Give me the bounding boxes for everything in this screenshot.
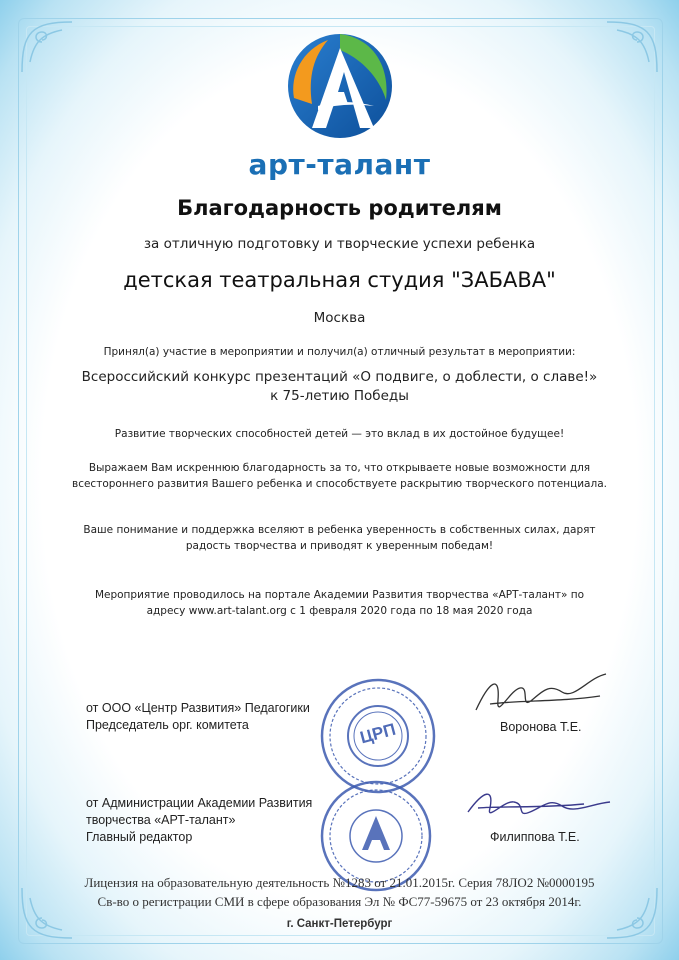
brand-name: арт-талант <box>248 148 431 181</box>
corner-ornament-top-right <box>597 12 667 82</box>
license-line-1: Лицензия на образовательную деятельность №1283 от 21.01.2015г. Серия 78ЛО2 №0000195 <box>84 875 595 890</box>
contest-line-2: к 75-летию Победы <box>270 388 409 404</box>
paragraph-2: Выражаем Вам искреннюю благодарность за то, что открываете новые возможности для всестороннего развития Вашего ребенка и способствуете раскрытию творческого потенциала. <box>72 462 607 490</box>
signatory-1 <box>86 700 310 734</box>
contest-name <box>0 368 679 406</box>
contest-line-1: Всероссийский конкурс презентаций «О подвиге, о доблести, о славе!» <box>81 369 598 385</box>
signatory-1-name: Воронова Т.Е. <box>500 720 582 734</box>
paragraph-1: Развитие творческих способностей детей — это вклад в их достойное будущее! <box>114 428 565 440</box>
corner-ornament-top-left <box>12 12 82 82</box>
signature-filippova-icon <box>464 782 614 832</box>
paragraph-3: Ваше понимание и поддержка вселяют в ребенка уверенность в собственных силах, дарят радость творчества и приводят к уверенным победам! <box>83 524 596 552</box>
signatory-2-line-1: от Администрации Академии Развития <box>86 796 313 810</box>
certificate-title: Благодарность родителям <box>177 196 502 220</box>
recipient-organization: детская театральная студия "ЗАБАВА" <box>123 268 556 292</box>
signatory-2 <box>86 795 312 846</box>
signatory-1-line-2: Председатель орг. комитета <box>86 718 249 732</box>
place-label: г. Санкт-Петербург <box>286 918 393 930</box>
event-info: Мероприятие проводилось на портале Академии Развития творчества «АРТ-талант» по адресу www.art-talant.org с 1 февраля 2020 года по 18 мая 2020 года <box>94 589 585 617</box>
signatory-1-line-1: от ООО «Центр Развития» Педагогики <box>86 701 310 715</box>
art-talant-logo-icon <box>282 20 398 144</box>
recipient-city: Москва <box>313 310 366 326</box>
stamp-crp-label: ЦРП <box>358 719 398 748</box>
signatory-2-name: Филиппова Т.Е. <box>490 830 580 844</box>
signatory-2-line-3: Главный редактор <box>86 830 193 844</box>
participation-text: Принял(а) участие в мероприятии и получил(а) отличный результат в мероприятии: <box>103 346 576 358</box>
certificate-subtitle: за отличную подготовку и творческие успехи ребенка <box>143 236 536 252</box>
license-line-2: Св-во о регистрации СМИ в сфере образования Эл № ФС77-59675 от 23 октября 2014г. <box>97 894 582 909</box>
signatory-2-line-2: творчества «АРТ-талант» <box>86 813 236 827</box>
